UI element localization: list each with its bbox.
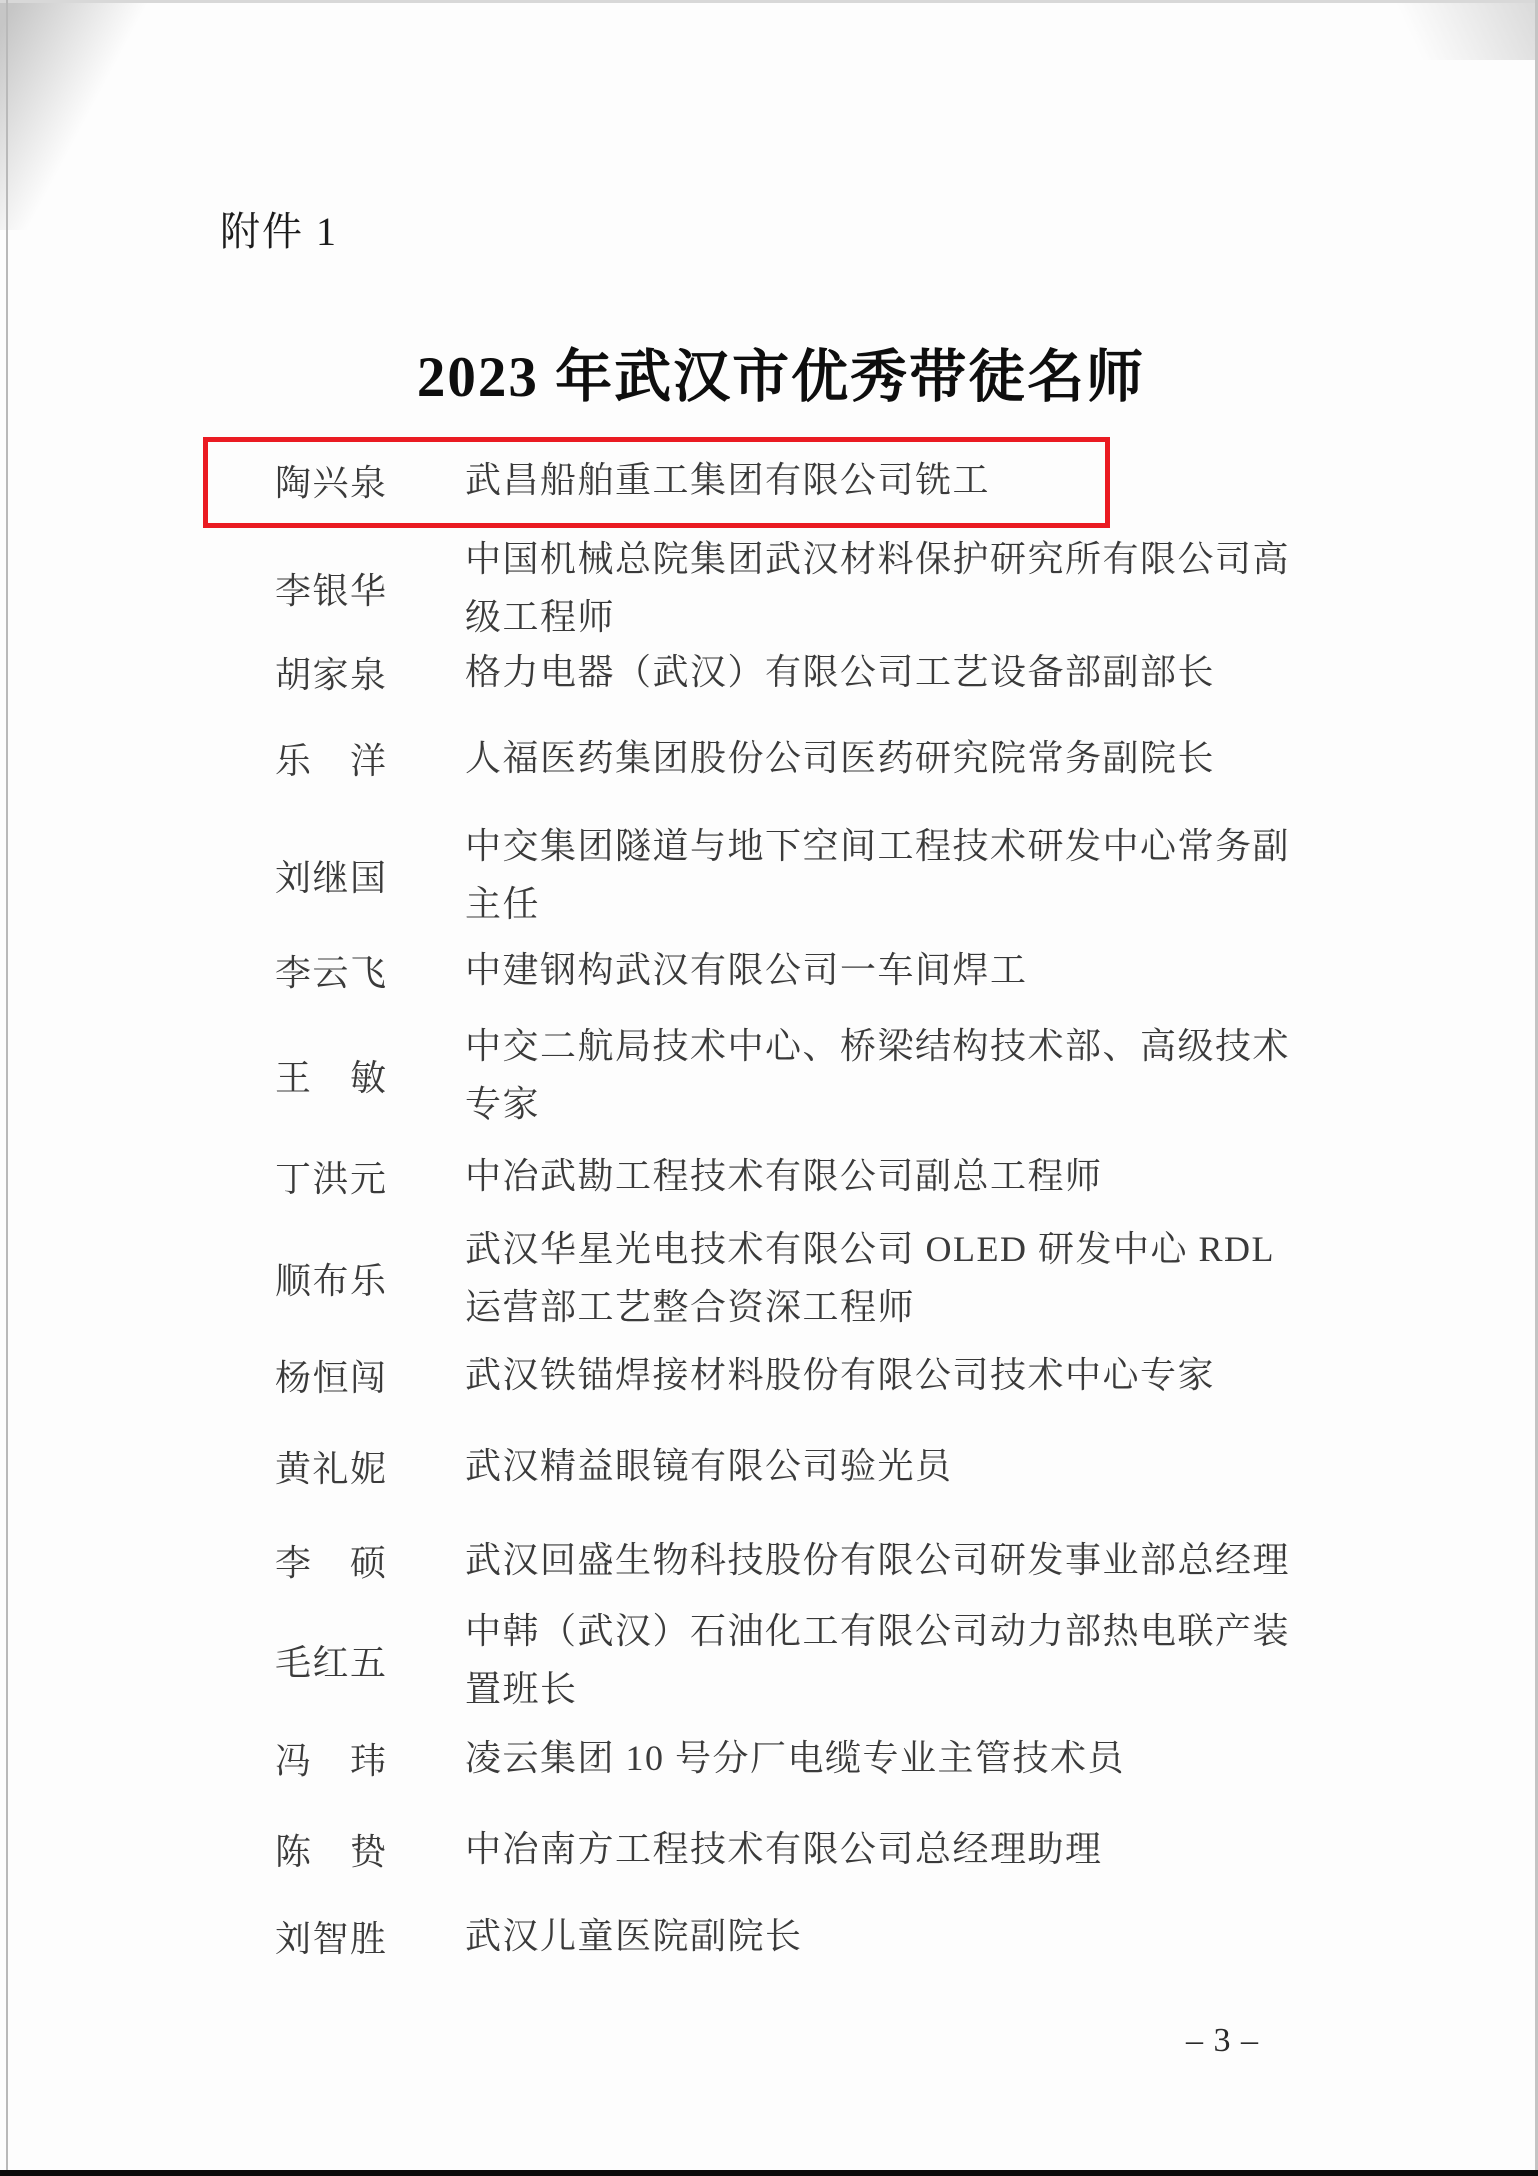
person-title: 人福医药集团股份公司医药研究院常务副院长 (465, 738, 1216, 778)
person-title: 武汉回盛生物科技股份有限公司研发事业部总经理 (465, 1540, 1291, 1580)
roster-row (275, 1530, 1295, 1590)
page-number: – 3 – (1186, 2022, 1259, 2059)
person-name: 胡家泉 (275, 654, 388, 695)
roster-row (275, 1436, 1295, 1496)
person-name: 杨恒闯 (275, 1357, 388, 1398)
person-name: 陈 贽 (275, 1831, 388, 1872)
person-name: 毛红五 (275, 1642, 388, 1683)
person-name: 刘智胜 (275, 1918, 388, 1959)
person-title: 武汉铁锚焊接材料股份有限公司技术中心专家 (465, 1355, 1216, 1395)
roster-row (275, 1017, 1295, 1133)
roster-row (275, 642, 1295, 702)
person-name: 李银华 (275, 570, 388, 611)
person-name: 李云飞 (275, 952, 388, 993)
person-name: 陶兴泉 (275, 462, 388, 503)
roster-row (275, 1220, 1295, 1336)
person-name: 丁洪元 (275, 1158, 388, 1199)
person-title: 中冶武勘工程技术有限公司副总工程师 (465, 1156, 1103, 1196)
person-title: 凌云集团 10 号分厂电缆专业主管技术员 (465, 1738, 1126, 1778)
person-title: 中建钢构武汉有限公司一车间焊工 (465, 950, 1028, 990)
roster-row (275, 817, 1295, 933)
person-name: 乐 洋 (275, 740, 388, 781)
page-title: 2023 年武汉市优秀带徒名师 (416, 346, 1146, 409)
roster-row (275, 1728, 1295, 1788)
person-title: 中韩（武汉）石油化工有限公司动力部热电联产装置班长 (465, 1611, 1291, 1709)
person-name: 顺布乐 (275, 1260, 388, 1301)
person-title: 中交集团隧道与地下空间工程技术研发中心常务副主任 (465, 826, 1291, 924)
roster-row (275, 530, 1295, 646)
person-title: 中交二航局技术中心、桥梁结构技术部、高级技术专家 (465, 1026, 1291, 1124)
person-title: 中冶南方工程技术有限公司总经理助理 (465, 1829, 1103, 1869)
person-title: 中国机械总院集团武汉材料保护研究所有限公司高级工程师 (465, 539, 1291, 637)
person-name: 黄礼妮 (275, 1448, 388, 1489)
person-title: 武汉精益眼镜有限公司验光员 (465, 1446, 953, 1486)
attachment-label: 附件 1 (220, 209, 338, 254)
person-name: 李 硕 (275, 1542, 388, 1583)
roster-row (275, 1819, 1295, 1879)
roster-row (275, 1146, 1295, 1206)
person-title: 武昌船舶重工集团有限公司铣工 (465, 460, 991, 500)
person-name: 冯 玮 (275, 1740, 388, 1781)
roster-row-highlighted (275, 450, 1295, 510)
person-name: 王 敏 (275, 1057, 388, 1098)
person-title: 武汉华星光电技术有限公司 OLED 研发中心 RDL 运营部工艺整合资深工程师 (465, 1229, 1274, 1327)
roster-row (275, 1602, 1295, 1718)
person-title: 武汉儿童医院副院长 (465, 1916, 803, 1956)
roster-row (275, 1345, 1295, 1405)
person-name: 刘继国 (275, 857, 388, 898)
person-title: 格力电器（武汉）有限公司工艺设备部副部长 (465, 652, 1216, 692)
roster-row (275, 1906, 1295, 1966)
roster-row (275, 728, 1295, 788)
roster-row (275, 940, 1295, 1000)
